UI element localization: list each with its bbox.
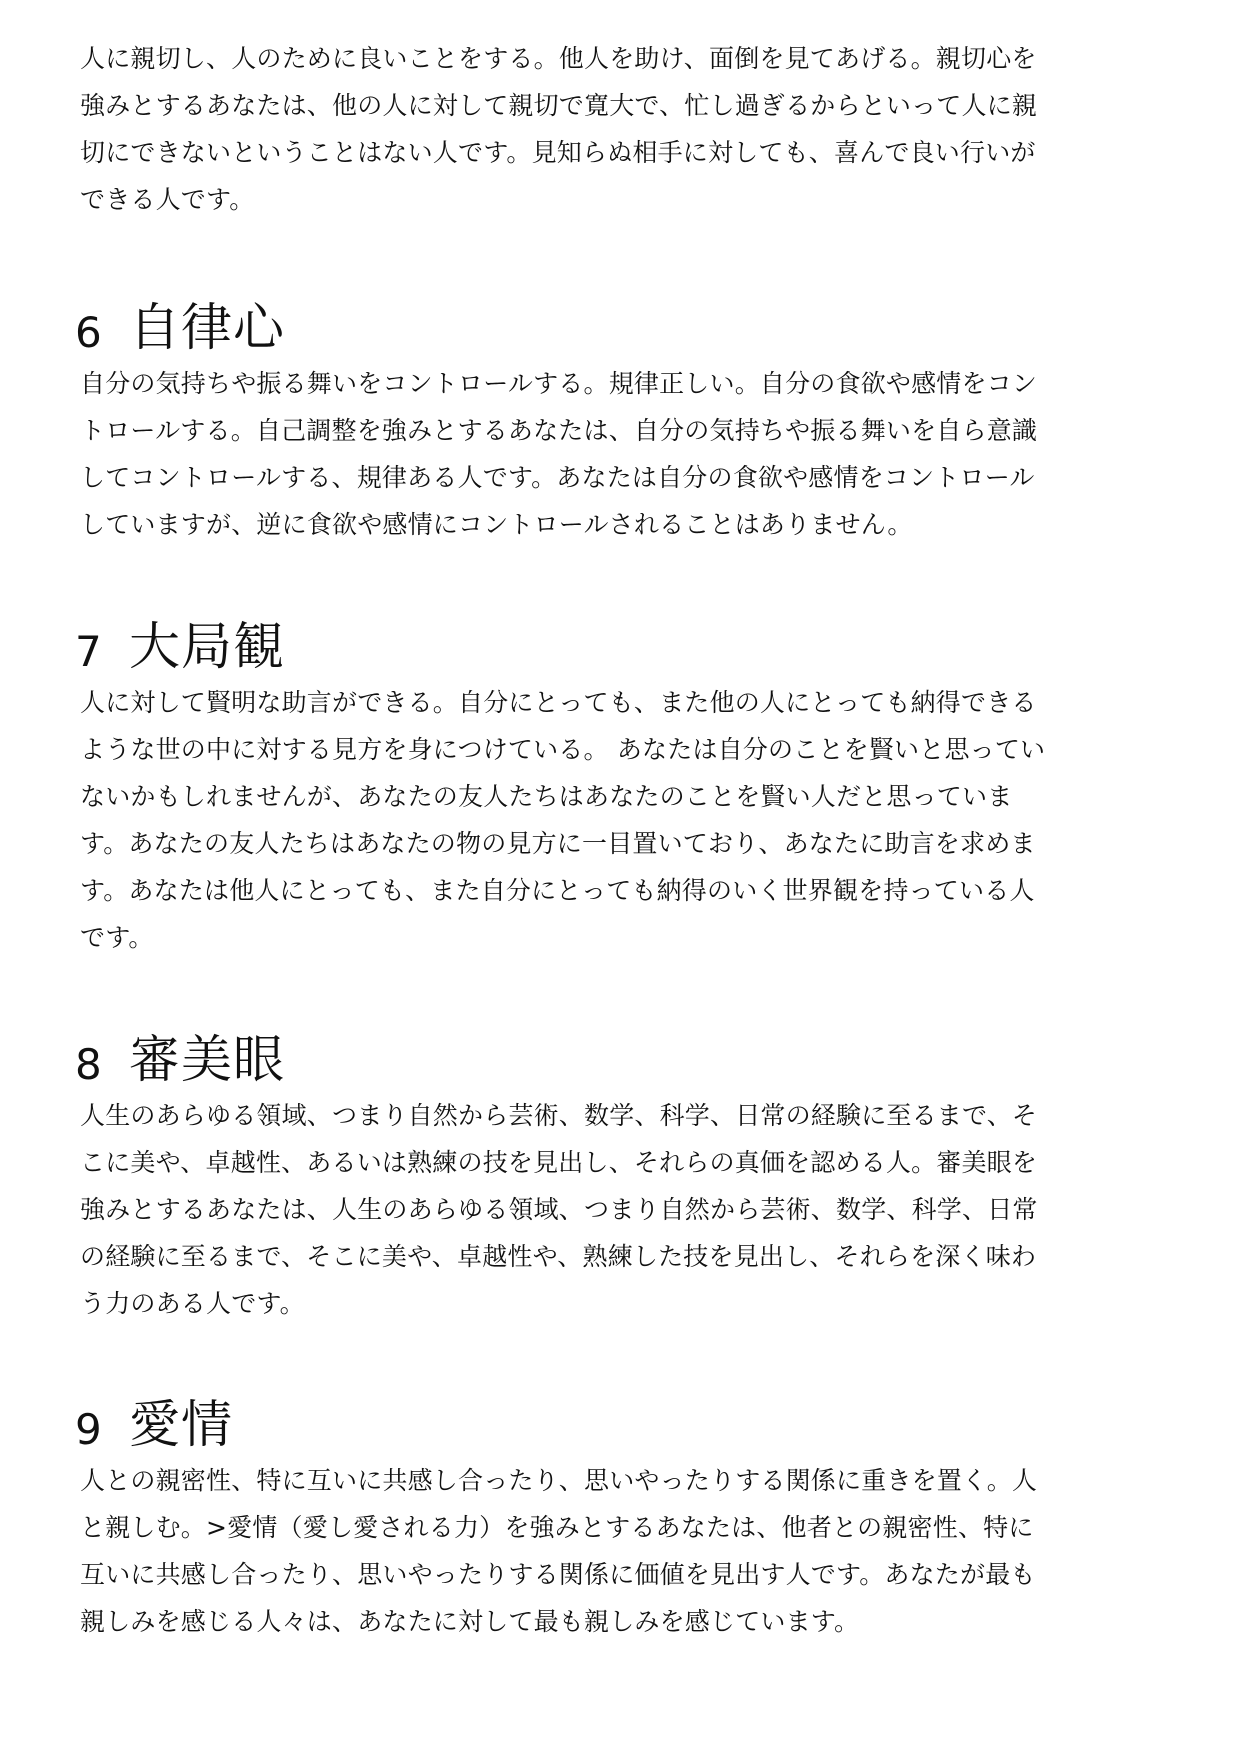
paragraph-line: す。あなたの友人たちはあなたの物の見方に一目置いており、あなたに助言を求めま <box>80 829 1036 858</box>
section-heading <box>75 1020 1110 1090</box>
paragraph-line: 人生のあらゆる領域、つまり自然から芸術、数学、科学、日常の経験に至るまで、そ <box>80 1101 1038 1130</box>
section-heading <box>75 607 1110 677</box>
paragraph-line: していますが、逆に食欲や感情にコントロールされることはありません。 <box>80 510 913 539</box>
paragraph-line: してコントロールする、規律ある人です。あなたは自分の食欲や感情をコントロール <box>80 463 1035 492</box>
section-number: 6 <box>75 308 102 357</box>
paragraph-line: です。 <box>80 923 154 952</box>
section-title: 審美眼 <box>129 1031 286 1090</box>
paragraph-line: トロールする。自己調整を強みとするあなたは、自分の気持ちや振る舞いを自ら意識 <box>80 416 1038 445</box>
paragraph-line: こに美や、卓越性、あるいは熟練の技を見出し、それらの真価を認める人。審美眼を <box>80 1148 1038 1177</box>
section-number: 8 <box>75 1040 102 1089</box>
section-6 <box>75 288 1110 548</box>
paragraph-line: と親しむ。>愛情（愛し愛される力）を強みとするあなたは、他者との親密性、特に <box>80 1513 1034 1542</box>
section-paragraph <box>80 1092 1110 1327</box>
paragraph-line: の経験に至るまで、そこに美や、卓越性や、熟練した技を見出し、それらを深く味わ <box>80 1242 1037 1271</box>
paragraph-line: ないかもしれませんが、あなたの友人たちはあなたのことを賢い人だと思っていま <box>80 782 1013 811</box>
intro-paragraph <box>80 35 1110 223</box>
paragraph-line: できる人です。 <box>80 185 255 214</box>
paragraph-line: す。あなたは他人にとっても、また自分にとっても納得のいく世界観を持っている人 <box>80 876 1035 905</box>
paragraph-line: 人に親切し、人のために良いことをする。他人を助け、面倒を見てあげる。親切心を <box>80 44 1037 73</box>
section-title: 愛情 <box>129 1396 234 1455</box>
section-heading <box>75 1385 1110 1455</box>
intro-block <box>80 35 1110 223</box>
paragraph-line: 親しみを感じる人々は、あなたに対して最も親しみを感じています。 <box>80 1607 860 1636</box>
section-7 <box>75 607 1110 961</box>
section-8 <box>75 1020 1110 1327</box>
paragraph-line: ような世の中に対する見方を身につけている。 あなたは自分のことを賢いと思ってい <box>80 735 1046 764</box>
paragraph-line: 強みとするあなたは、他の人に対して親切で寛大で、忙し過ぎるからといって人に親 <box>80 91 1038 120</box>
section-paragraph <box>80 1457 1110 1645</box>
section-number: 9 <box>75 1405 102 1454</box>
section-9 <box>75 1385 1110 1645</box>
paragraph-line: 人に対して賢明な助言ができる。自分にとっても、また他の人にとっても納得できる <box>80 688 1037 717</box>
section-paragraph <box>80 679 1110 961</box>
section-title: 大局観 <box>129 618 286 677</box>
paragraph-line: 互いに共感し合ったり、思いやったりする関係に価値を見出す人です。あなたが最も <box>80 1560 1036 1589</box>
paragraph-line: 切にできないということはない人です。見知らぬ相手に対しても、喜んで良い行いが <box>80 138 1036 167</box>
section-heading <box>75 288 1110 358</box>
section-number: 7 <box>75 627 102 676</box>
paragraph-line: 強みとするあなたは、人生のあらゆる領域、つまり自然から芸術、数学、科学、日常 <box>80 1195 1038 1224</box>
paragraph-line: う力のある人です。 <box>80 1289 305 1318</box>
paragraph-line: 自分の気持ちや振る舞いをコントロールする。規律正しい。自分の食欲や感情をコン <box>80 369 1038 398</box>
section-title: 自律心 <box>129 299 286 358</box>
paragraph-line: 人との親密性、特に互いに共感し合ったり、思いやったりする関係に重きを置く。人 <box>80 1466 1038 1495</box>
section-paragraph <box>80 360 1110 548</box>
